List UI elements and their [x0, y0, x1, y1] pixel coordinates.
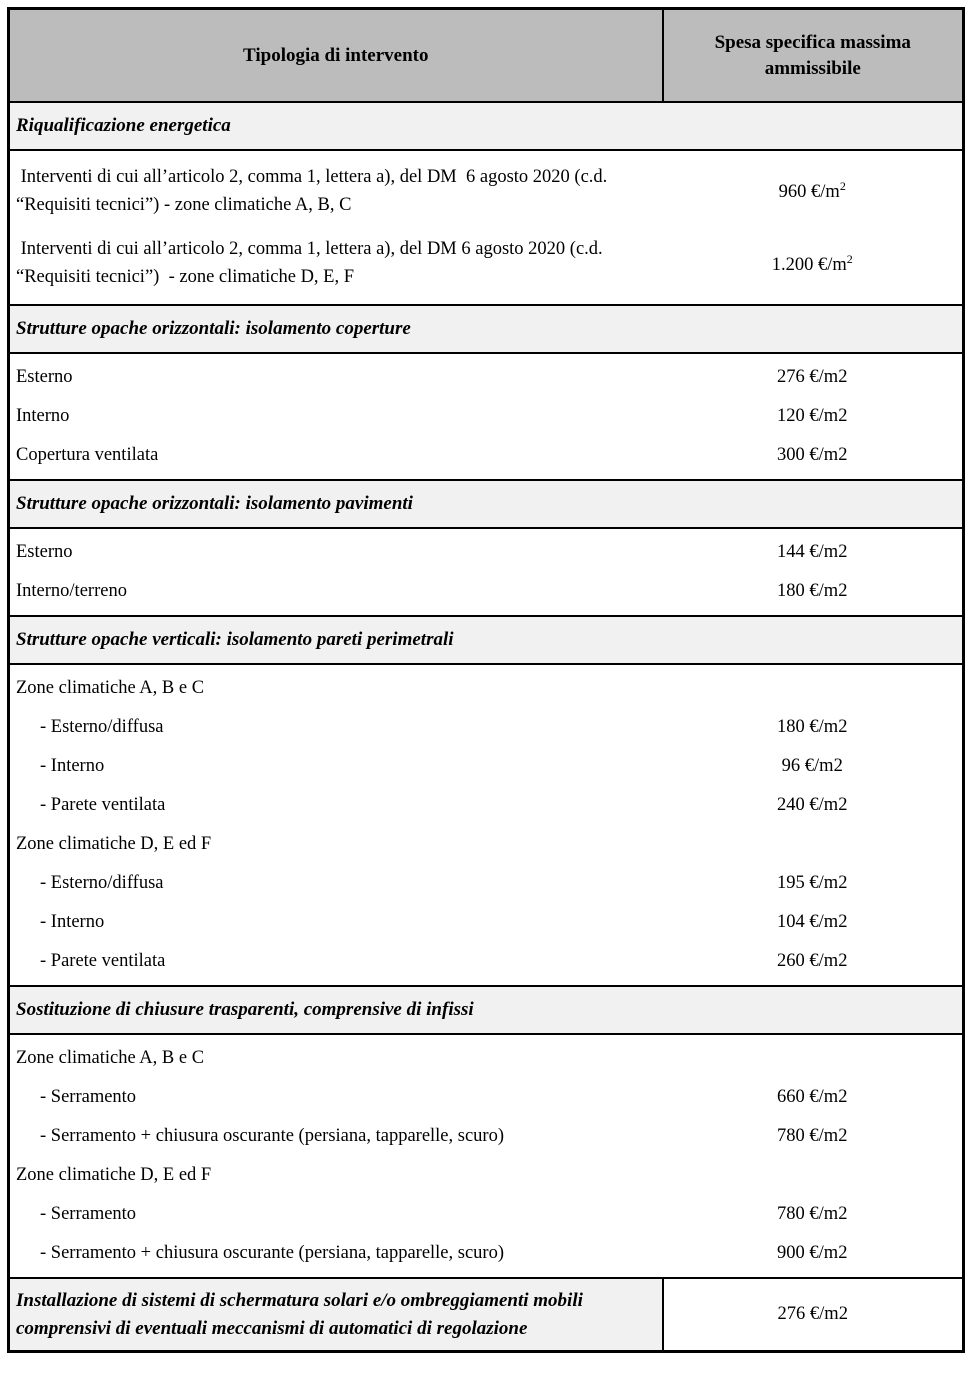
item-row — [9, 528, 964, 572]
item-value: 195 €/m2 — [777, 873, 848, 894]
item-row — [9, 1234, 964, 1278]
item-value: 120 €/m2 — [777, 406, 848, 427]
item-label: Zone climatiche A, B e C — [16, 1048, 205, 1069]
item-row — [9, 708, 964, 747]
item-label: - Serramento + chiusura oscurante (persiana, tapparelle, scuro) — [40, 1126, 504, 1147]
item-value: 240 €/m2 — [777, 795, 848, 816]
item-value — [663, 228, 964, 306]
item-value: 660 €/m2 — [777, 1087, 848, 1108]
item-row — [9, 353, 964, 397]
value-text: 1.200 €/m — [771, 255, 847, 276]
item-label: - Interno — [40, 912, 105, 933]
item-label: Interno — [16, 406, 70, 427]
item-label: Interventi di cui all’articolo 2, comma 1, lettera a), del DM 6 agosto 2020 (c.d. “Requisiti tecnici”) - zone climatiche A, B, C — [16, 167, 612, 216]
item-row — [9, 397, 964, 436]
item-row — [9, 903, 964, 942]
item-row — [9, 1117, 964, 1156]
section-header-coperture — [9, 305, 964, 353]
item-label: Zone climatiche D, E ed F — [16, 1165, 212, 1186]
item-value — [663, 664, 964, 708]
expense-table — [7, 7, 965, 1353]
item-row — [9, 864, 964, 903]
item-label: Esterno — [16, 542, 73, 563]
column-header-spesa: Spesa specifica massima ammissibile — [663, 9, 964, 103]
item-value: 104 €/m2 — [777, 912, 848, 933]
table-header-row — [9, 9, 964, 103]
value-superscript: 2 — [839, 179, 846, 194]
section-title: Strutture opache verticali: isolamento pareti perimetrali — [9, 616, 964, 664]
item-label: Esterno — [16, 367, 73, 388]
item-value: 180 €/m2 — [777, 581, 848, 602]
item-value — [663, 1034, 964, 1078]
item-value: 180 €/m2 — [777, 717, 848, 738]
item-label: Interno/terreno — [16, 581, 127, 602]
item-label: - Serramento — [40, 1087, 137, 1108]
section-title: Strutture opache orizzontali: isolamento coperture — [9, 305, 964, 353]
item-label: Zone climatiche D, E ed F — [16, 834, 212, 855]
section-header-pavimenti — [9, 480, 964, 528]
item-label: Interventi di cui all’articolo 2, comma 1, lettera a), del DM 6 agosto 2020 (c.d. “Requisiti tecnici”) - zone climatiche D, E, F — [16, 238, 608, 287]
item-row — [9, 228, 964, 306]
item-label: Zone climatiche A, B e C — [16, 678, 205, 699]
item-row — [9, 150, 964, 228]
item-label: - Serramento + chiusura oscurante (persiana, tapparelle, scuro) — [40, 1243, 504, 1264]
item-row — [9, 747, 964, 786]
item-value: 144 €/m2 — [777, 542, 848, 563]
item-label: - Serramento — [40, 1204, 137, 1225]
item-label: Copertura ventilata — [16, 445, 159, 466]
section-header-pareti — [9, 616, 964, 664]
item-value: 276 €/m2 — [663, 1278, 964, 1352]
item-label: - Esterno/diffusa — [40, 873, 164, 894]
item-value: 780 €/m2 — [777, 1126, 848, 1147]
item-value: 276 €/m2 — [777, 367, 848, 388]
section-title: Strutture opache orizzontali: isolamento pavimenti — [9, 480, 964, 528]
item-row — [9, 572, 964, 616]
item-label: - Interno — [40, 756, 105, 777]
item-value: 300 €/m2 — [777, 445, 848, 466]
section-title: Sostituzione di chiusure trasparenti, comprensive di infissi — [9, 986, 964, 1034]
item-value — [663, 150, 964, 228]
item-value: 780 €/m2 — [777, 1204, 848, 1225]
section-row-schermature — [9, 1278, 964, 1352]
item-row — [9, 1034, 964, 1078]
item-value — [663, 1156, 964, 1195]
item-row — [9, 664, 964, 708]
item-row — [9, 1195, 964, 1234]
section-title: Riqualificazione energetica — [9, 102, 964, 150]
item-label: - Parete ventilata — [40, 795, 166, 816]
item-row — [9, 942, 964, 986]
item-label: - Parete ventilata — [40, 951, 166, 972]
value-superscript: 2 — [846, 251, 853, 266]
column-header-tipologia: Tipologia di intervento — [9, 9, 663, 103]
value-text: 960 €/m — [778, 182, 840, 203]
item-row — [9, 436, 964, 480]
section-header-chiusure — [9, 986, 964, 1034]
item-value — [663, 825, 964, 864]
section-header-riqualificazione — [9, 102, 964, 150]
item-value: 260 €/m2 — [777, 951, 848, 972]
item-value: 96 €/m2 — [781, 756, 843, 777]
section-title: Installazione di sistemi di schermatura solari e/o ombreggiamenti mobili comprensivi di eventuali meccanismi di automatici di regolazione — [9, 1278, 663, 1352]
item-row — [9, 1156, 964, 1195]
item-label: - Esterno/diffusa — [40, 717, 164, 738]
item-row — [9, 1078, 964, 1117]
item-value: 900 €/m2 — [777, 1243, 848, 1264]
item-row — [9, 786, 964, 825]
item-row — [9, 825, 964, 864]
